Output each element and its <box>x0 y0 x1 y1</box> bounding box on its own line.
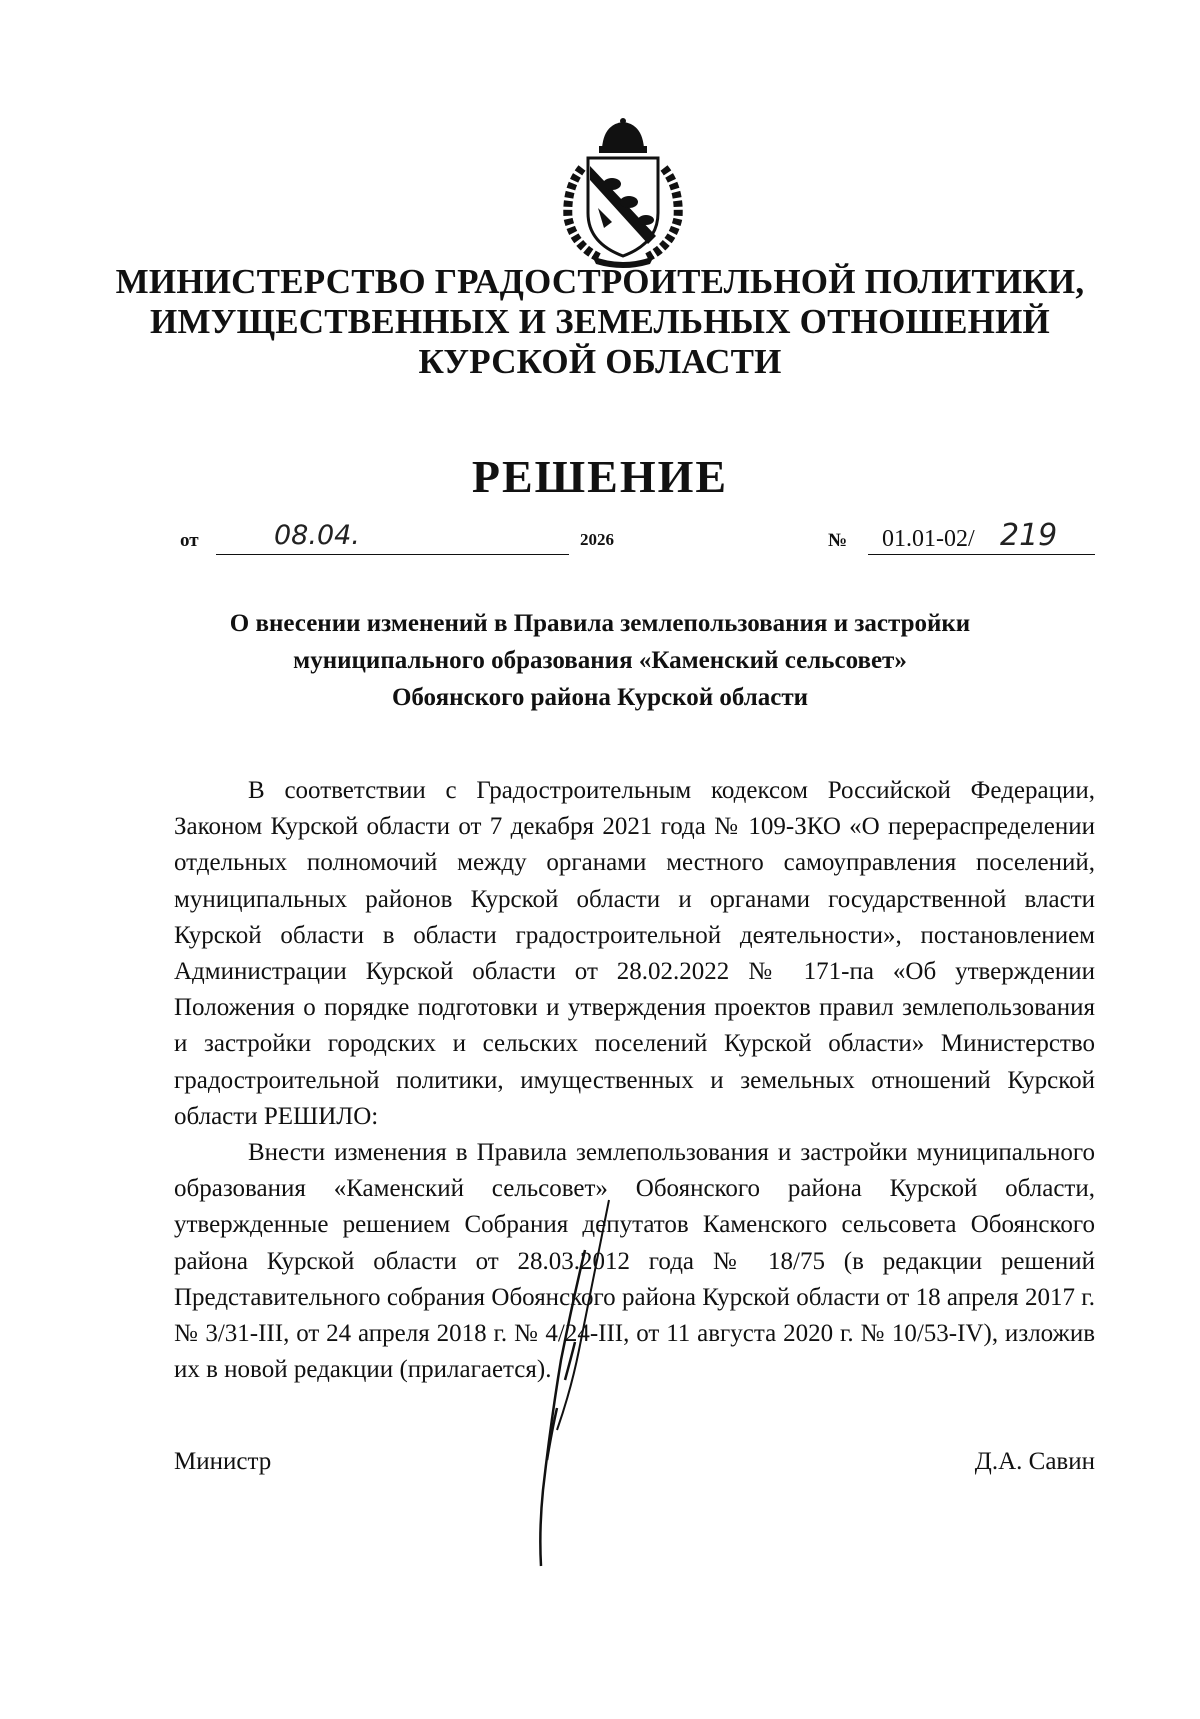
subject-line-1: О внесении изменений в Правила землепользования и застройки <box>229 610 971 637</box>
handwritten-signature-icon <box>505 1190 635 1570</box>
date-year: 2026 <box>580 530 614 549</box>
body-paragraph-2: Внести изменения в Правила землепользования и застройки муниципального образования «Каменский сельсовет» Обоянского района Курской области, утвержденные решением Собрания депутатов Каменского сельсовета Обоянского района Курской области от 28.03.2012 года № 18/75 (в редакции решений Представительного собрания Обоянского района Курской области от 18 апреля 2017 г. № 3/31-III, от 24 апреля 2018 г. № 4/24-III, от 11 августа 2020 г. № 10/53-IV), изложив их в новой редакции (прилагается). <box>174 1139 1095 1384</box>
date-number-row <box>180 518 1095 562</box>
ministry-name <box>0 262 1200 382</box>
number-printed: 01.01-02/ <box>882 526 975 552</box>
ministry-line-1: МИНИСТЕРСТВО ГРАДОСТРОИТЕЛЬНОЙ ПОЛИТИКИ, <box>115 262 1085 301</box>
signer-name: Д.А. Савин <box>974 1448 1095 1475</box>
ministry-line-3: КУРСКОЙ ОБЛАСТИ <box>418 342 782 381</box>
signer-position: Министр <box>174 1448 272 1475</box>
subject-line-3: Обоянского района Курской области <box>391 684 809 711</box>
ministry-line-2: ИМУЩЕСТВЕННЫХ И ЗЕМЕЛЬНЫХ ОТНОШЕНИЙ <box>150 302 1050 341</box>
date-field <box>216 522 569 555</box>
body-paragraph-1: В соответствии с Градостроительным кодексом Российской Федерации, Законом Курской области от 7 декабря 2021 года № 109-ЗКО «О перераспределении отдельных полномочий между органами местного самоуправления поселений, муниципальных районов Курской области и органами государственной власти Курской области в области градостроительной деятельности», постановлением Администрации Курской области от 28.02.2022 № 171-па «Об утверждении Положения о порядке подготовки и утверждения проектов правил землепользования и застройки городских и сельских поселений Курской области» Министерство градостроительной политики, имущественных и земельных отношений Курской области РЕШИЛО: <box>174 777 1095 1130</box>
coat-of-arms-icon <box>552 118 694 268</box>
handwritten-date: 08.04. <box>274 520 360 551</box>
number-field <box>868 518 1095 555</box>
subject-line-2: муниципального образования «Каменский сельсовет» <box>293 647 907 674</box>
date-prefix: от <box>180 530 199 551</box>
number-sign: № <box>828 530 848 551</box>
document-subject <box>0 605 1200 716</box>
document-type: РЕШЕНИЕ <box>471 451 729 502</box>
handwritten-number: 219 <box>1000 518 1058 553</box>
